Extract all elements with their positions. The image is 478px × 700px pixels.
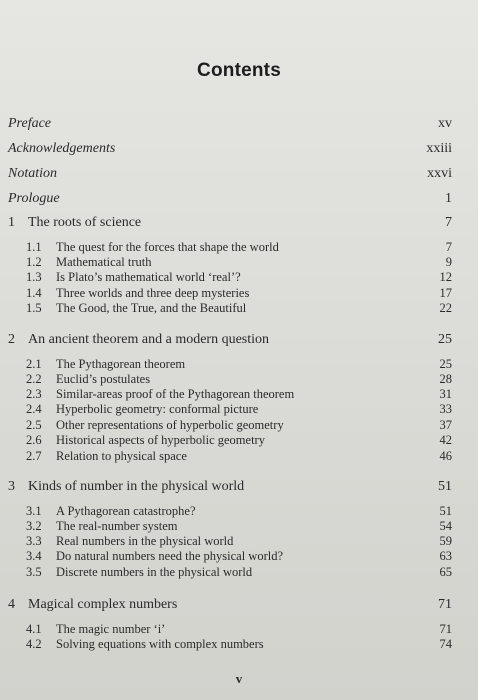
toc-section-entry-page-number: 28	[439, 372, 452, 386]
toc-section-entry	[8, 418, 452, 433]
toc-section-entry-title	[8, 418, 440, 433]
toc-section-entry-page-number: 65	[439, 565, 452, 579]
toc-section-entry-title	[8, 549, 440, 564]
toc-section-entry-page-number: 9	[445, 255, 452, 269]
toc-chapter-entry	[8, 479, 452, 495]
toc-section-entry-text: A Pythagorean catastrophe?	[56, 504, 196, 518]
toc-section-entry-number: 1.1	[26, 240, 42, 254]
toc-section-entry-text: Mathematical truth	[56, 255, 152, 269]
toc-section-entry-page-number: 51	[439, 504, 452, 518]
toc-section-entry-page-number: 33	[439, 402, 452, 416]
toc-chapter-entry-text: Kinds of number in the physical world	[28, 479, 245, 494]
toc-section-entry-text: The Good, the True, and the Beautiful	[56, 301, 247, 315]
toc-section-entry-page-number: 31	[439, 387, 452, 401]
toc-section-entry-number: 1.5	[26, 301, 42, 315]
toc-section-entry-title	[8, 637, 440, 652]
toc-section-entry	[8, 286, 452, 301]
toc-section-entry-title	[8, 433, 440, 448]
toc-section-entry-title	[8, 270, 440, 285]
toc-chapter-entry-title	[8, 597, 438, 613]
toc-chapter-entry-number: 1	[8, 215, 15, 230]
toc-section-entry-title	[8, 387, 440, 402]
toc-section-entry-title	[8, 449, 440, 464]
toc-section-entry	[8, 549, 452, 564]
toc-chapter-entry	[8, 597, 452, 613]
toc-section-entry	[8, 433, 452, 448]
toc-front-matter-entry-title	[8, 141, 426, 157]
toc-section-entry	[8, 301, 452, 316]
toc-section-entry	[8, 519, 452, 534]
toc-chapter-entry-text: An ancient theorem and a modern question	[28, 332, 270, 347]
toc-section-entry-number: 3.4	[26, 549, 42, 563]
toc-section-entry-number: 2.4	[26, 402, 42, 416]
toc-section-entry-number: 2.2	[26, 372, 42, 386]
toc-front-matter-entry-text: Prologue	[8, 191, 60, 206]
toc-section-entry-title	[8, 286, 440, 301]
toc-section-entry-text: Solving equations with complex numbers	[56, 637, 264, 651]
toc-chapter-entry-page-number: 7	[445, 215, 452, 230]
toc-chapter-entry-title	[8, 215, 445, 231]
toc-section-entry-number: 2.6	[26, 433, 42, 447]
toc-front-matter-entry	[8, 166, 452, 182]
toc-chapter-entry-page-number: 51	[438, 479, 452, 494]
toc-section-entry-text: Real numbers in the physical world	[56, 534, 234, 548]
toc-chapter-entry-number: 2	[8, 332, 15, 347]
toc-section-entry	[8, 565, 452, 580]
toc-section-entry	[8, 357, 452, 372]
toc-section-entry-page-number: 7	[445, 240, 452, 254]
toc-front-matter-entry-text: Acknowledgements	[8, 141, 116, 156]
toc-front-matter-entry-page-number: xxvi	[427, 166, 452, 181]
toc-section-entry-text: Hyperbolic geometry: conformal picture	[56, 402, 259, 416]
toc-chapter-entry-text: The roots of science	[28, 215, 142, 230]
toc-section-entry-title	[8, 372, 440, 387]
toc-front-matter-entry-page-number: xv	[438, 116, 452, 131]
toc-section-entry-text: The real-number system	[56, 519, 178, 533]
toc-front-matter-entry-text: Preface	[8, 116, 52, 131]
toc-section-entry-title	[8, 504, 440, 519]
toc-section-entry	[8, 622, 452, 637]
toc-front-matter-entry-page-number: xxiii	[426, 141, 452, 156]
toc-section-entry-page-number: 17	[439, 286, 452, 300]
toc-section-entry-page-number: 25	[439, 357, 452, 371]
toc-chapter-entry-page-number: 25	[438, 332, 452, 347]
toc-section-entry-title	[8, 402, 440, 417]
toc-section-entry-number: 2.3	[26, 387, 42, 401]
toc-section-entry-page-number: 37	[439, 418, 452, 432]
toc-chapter-entry-title	[8, 332, 438, 348]
toc-section-entry-title	[8, 565, 440, 580]
toc-front-matter-entry-text: Notation	[8, 166, 58, 181]
toc-section-entry	[8, 270, 452, 285]
toc-section-entry-page-number: 63	[439, 549, 452, 563]
toc-section-entry-number: 2.1	[26, 357, 42, 371]
toc-section-entry-text: Do natural numbers need the physical world?	[56, 549, 284, 563]
toc-section-entry	[8, 387, 452, 402]
toc-front-matter-entry-title	[8, 166, 427, 182]
toc-front-matter-entry-title	[8, 191, 445, 207]
toc-section-entry-text: The Pythagorean theorem	[56, 357, 186, 371]
toc-section-entry-page-number: 22	[439, 301, 452, 315]
toc-chapter-entry-text: Magical complex numbers	[28, 597, 178, 612]
toc-section-entry	[8, 449, 452, 464]
toc-chapter-entry	[8, 215, 452, 231]
toc-section-entry-page-number: 74	[439, 637, 452, 651]
toc-chapter-entry-page-number: 71	[438, 597, 452, 612]
toc-section-entry-text: Three worlds and three deep mysteries	[56, 286, 250, 300]
toc-section-entry-page-number: 71	[439, 622, 452, 636]
toc-section-entry-text: Discrete numbers in the physical world	[56, 565, 253, 579]
toc-section-entry-number: 4.1	[26, 622, 42, 636]
toc-section-entry-page-number: 42	[439, 433, 452, 447]
toc-section-entry-number: 2.7	[26, 449, 42, 463]
toc-section-entry-text: The magic number ‘i’	[56, 622, 166, 636]
toc-section-entry	[8, 504, 452, 519]
toc-chapter-entry-title	[8, 479, 438, 495]
toc-section-entry	[8, 637, 452, 652]
toc-chapter-entry	[8, 332, 452, 348]
toc-section-entry	[8, 372, 452, 387]
toc-section-entry	[8, 240, 452, 255]
toc-section-entry-number: 4.2	[26, 637, 42, 651]
toc-section-entry-number: 3.1	[26, 504, 42, 518]
toc-section-entry-number: 1.3	[26, 270, 42, 284]
toc-section-entry-text: Similar-areas proof of the Pythagorean theorem	[56, 387, 295, 401]
toc-section-entry-title	[8, 301, 440, 316]
toc-front-matter-entry	[8, 191, 452, 207]
page-title: Contents	[197, 60, 281, 81]
toc-section-entry-title	[8, 534, 440, 549]
toc-section-entry-text: Other representations of hyperbolic geometry	[56, 418, 284, 432]
toc-section-entry-text: The quest for the forces that shape the world	[56, 240, 279, 254]
toc-section-entry-number: 3.3	[26, 534, 42, 548]
toc-section-entry-text: Relation to physical space	[56, 449, 187, 463]
toc-front-matter-entry	[8, 141, 452, 157]
toc-section-entry-page-number: 46	[439, 449, 452, 463]
toc-section-entry-title	[8, 255, 446, 270]
toc-chapter-entry-number: 4	[8, 597, 15, 612]
toc-front-matter-entry-page-number: 1	[445, 191, 452, 206]
toc-section-entry-page-number: 12	[439, 270, 452, 284]
toc-section-entry-number: 3.5	[26, 565, 42, 579]
page-number-footer: v	[235, 671, 243, 686]
toc-front-matter-entry	[8, 116, 452, 132]
toc-section-entry-text: Is Plato’s mathematical world ‘real’?	[56, 270, 241, 284]
toc-section-entry-title	[8, 622, 440, 637]
toc-section-entry-text: Euclid’s postulates	[56, 372, 151, 386]
toc-section-entry-number: 1.2	[26, 255, 42, 269]
toc-section-entry	[8, 255, 452, 270]
toc-section-entry-number: 2.5	[26, 418, 42, 432]
toc-section-entry-page-number: 59	[439, 534, 452, 548]
toc-section-entry-title	[8, 357, 440, 372]
toc-section-entry-text: Historical aspects of hyperbolic geometry	[56, 433, 265, 447]
toc-chapter-entry-number: 3	[8, 479, 15, 494]
toc-section-entry-page-number: 54	[439, 519, 452, 533]
toc-section-entry-title	[8, 240, 446, 255]
toc-front-matter-entry-title	[8, 116, 438, 132]
toc-section-entry-title	[8, 519, 440, 534]
toc-section-entry-number: 1.4	[26, 286, 42, 300]
toc-section-entry-number: 3.2	[26, 519, 42, 533]
toc-section-entry	[8, 402, 452, 417]
toc-section-entry	[8, 534, 452, 549]
